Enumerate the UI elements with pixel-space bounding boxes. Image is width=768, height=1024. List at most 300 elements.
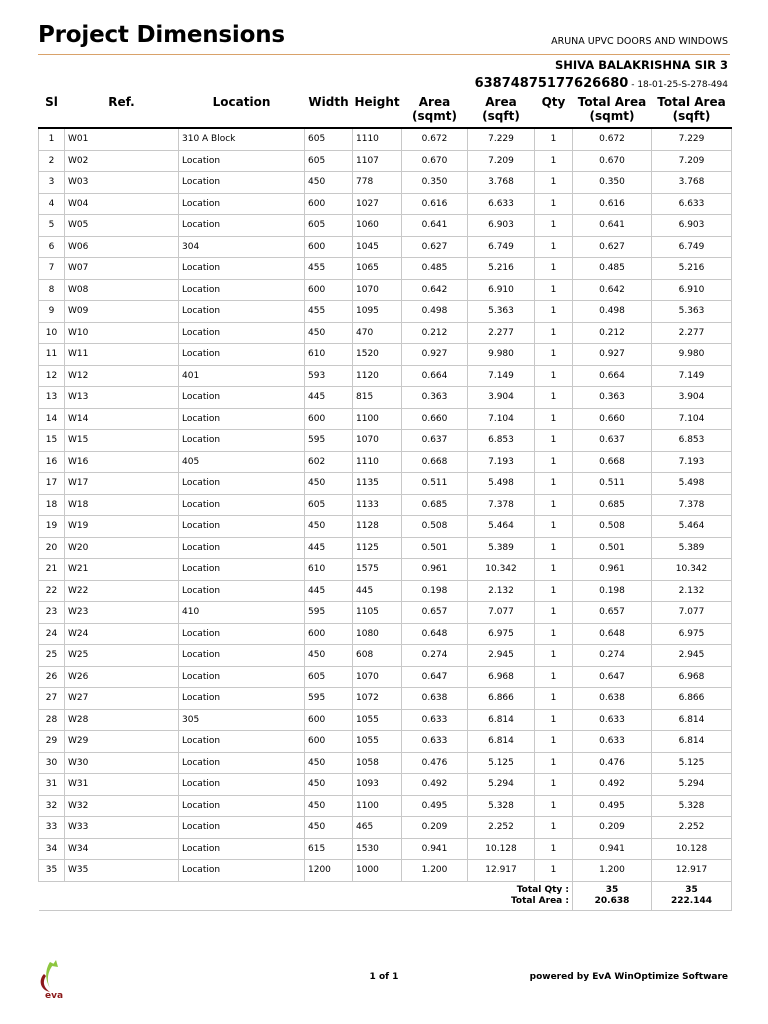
cell-qty: 1 [535,623,573,645]
table-row [39,193,732,215]
cell-ref: W24 [65,623,179,645]
header-area-sqmt: Area (sqmt) [402,94,468,128]
cell-sl: 3 [39,172,65,194]
cell-qty: 1 [535,215,573,237]
cell-ref: W04 [65,193,179,215]
cell-total-area-sqft: 5.328 [652,795,732,817]
cell-sl: 31 [39,774,65,796]
cell-width: 600 [305,709,353,731]
cell-sl: 21 [39,559,65,581]
cell-area-sqmt: 0.927 [402,344,468,366]
cell-width: 600 [305,731,353,753]
cell-ref: W14 [65,408,179,430]
cell-qty: 1 [535,128,573,150]
cell-height: 1135 [353,473,402,495]
cell-height: 1100 [353,408,402,430]
cell-qty: 1 [535,602,573,624]
cell-location: Location [179,817,305,839]
cell-total-area-sqft: 5.125 [652,752,732,774]
cell-location: Location [179,860,305,882]
cell-qty: 1 [535,838,573,860]
cell-ref: W30 [65,752,179,774]
cell-sl: 11 [39,344,65,366]
cell-height: 1110 [353,451,402,473]
cell-total-area-sqft: 12.917 [652,860,732,882]
cell-height: 1120 [353,365,402,387]
cell-width: 445 [305,537,353,559]
cell-area-sqft: 10.128 [468,838,535,860]
cell-area-sqmt: 0.657 [402,602,468,624]
cell-sl: 15 [39,430,65,452]
cell-width: 602 [305,451,353,473]
table-row [39,408,732,430]
cell-area-sqft: 5.125 [468,752,535,774]
cell-qty: 1 [535,387,573,409]
cell-location: Location [179,494,305,516]
cell-sl: 4 [39,193,65,215]
table-row [39,365,732,387]
cell-ref: W23 [65,602,179,624]
cell-area-sqmt: 0.492 [402,774,468,796]
cell-qty: 1 [535,494,573,516]
cell-ref: W26 [65,666,179,688]
cell-qty: 1 [535,688,573,710]
page-title: Project Dimensions [38,22,285,48]
cell-area-sqmt: 0.633 [402,731,468,753]
table-row [39,817,732,839]
cell-qty: 1 [535,451,573,473]
cell-width: 600 [305,279,353,301]
cell-total-area-sqft: 6.903 [652,215,732,237]
table-row [39,215,732,237]
cell-ref: W05 [65,215,179,237]
cell-total-area-sqft: 7.378 [652,494,732,516]
cell-ref: W29 [65,731,179,753]
cell-area-sqft: 12.917 [468,860,535,882]
cell-area-sqft: 2.277 [468,322,535,344]
cell-area-sqmt: 0.274 [402,645,468,667]
cell-area-sqft: 5.464 [468,516,535,538]
cell-location: 310 A Block [179,128,305,150]
cell-area-sqmt: 0.198 [402,580,468,602]
cell-qty: 1 [535,301,573,323]
total-area-sqmt: 20.638 [594,895,630,906]
cell-sl: 9 [39,301,65,323]
cell-sl: 16 [39,451,65,473]
total-qty-sqft: 35 [685,884,698,895]
cell-location: Location [179,387,305,409]
cell-height: 1100 [353,795,402,817]
cell-total-area-sqft: 3.768 [652,172,732,194]
cell-sl: 23 [39,602,65,624]
cell-area-sqft: 2.132 [468,580,535,602]
table-row [39,838,732,860]
cell-total-area-sqft: 6.910 [652,279,732,301]
cell-ref: W19 [65,516,179,538]
cell-area-sqft: 7.149 [468,365,535,387]
table-row [39,344,732,366]
cell-width: 600 [305,408,353,430]
cell-total-area-sqmt: 0.209 [573,817,652,839]
cell-width: 605 [305,215,353,237]
cell-height: 778 [353,172,402,194]
cell-sl: 32 [39,795,65,817]
cell-total-area-sqmt: 0.927 [573,344,652,366]
cell-qty: 1 [535,709,573,731]
cell-height: 1128 [353,516,402,538]
cell-sl: 30 [39,752,65,774]
cell-area-sqft: 10.342 [468,559,535,581]
cell-total-area-sqmt: 0.363 [573,387,652,409]
cell-total-area-sqmt: 0.633 [573,709,652,731]
cell-height: 1105 [353,602,402,624]
cell-total-area-sqmt: 0.633 [573,731,652,753]
cell-total-area-sqmt: 0.637 [573,430,652,452]
total-area-sqft: 222.144 [671,895,712,906]
cell-width: 605 [305,666,353,688]
cell-sl: 26 [39,666,65,688]
cell-qty: 1 [535,774,573,796]
cell-area-sqft: 6.975 [468,623,535,645]
cell-ref: W11 [65,344,179,366]
cell-area-sqmt: 0.209 [402,817,468,839]
cell-width: 445 [305,580,353,602]
cell-area-sqft: 5.389 [468,537,535,559]
cell-height: 1070 [353,430,402,452]
cell-total-area-sqft: 6.853 [652,430,732,452]
cell-sl: 17 [39,473,65,495]
cell-total-area-sqmt: 0.670 [573,150,652,172]
table-header-row [39,94,732,128]
cell-area-sqft: 6.633 [468,193,535,215]
cell-total-area-sqmt: 1.200 [573,860,652,882]
cell-ref: W21 [65,559,179,581]
cell-location: Location [179,559,305,581]
table-row [39,559,732,581]
cell-qty: 1 [535,666,573,688]
cell-total-area-sqft: 5.363 [652,301,732,323]
cell-total-area-sqmt: 0.492 [573,774,652,796]
cell-height: 1110 [353,128,402,150]
cell-total-area-sqmt: 0.508 [573,516,652,538]
cell-total-area-sqft: 7.104 [652,408,732,430]
table-row [39,387,732,409]
table-row [39,516,732,538]
cell-total-area-sqft: 7.193 [652,451,732,473]
cell-height: 608 [353,645,402,667]
cell-total-area-sqmt: 0.668 [573,451,652,473]
cell-ref: W18 [65,494,179,516]
cell-width: 455 [305,258,353,280]
cell-area-sqmt: 0.638 [402,688,468,710]
cell-area-sqmt: 0.641 [402,215,468,237]
cell-sl: 19 [39,516,65,538]
cell-location: Location [179,516,305,538]
table-row [39,150,732,172]
cell-ref: W10 [65,322,179,344]
cell-location: Location [179,193,305,215]
cell-qty: 1 [535,258,573,280]
cell-total-area-sqft: 5.389 [652,537,732,559]
cell-height: 1080 [353,623,402,645]
cell-total-area-sqmt: 0.212 [573,322,652,344]
cell-location: Location [179,666,305,688]
table-row [39,688,732,710]
cell-location: Location [179,344,305,366]
cell-total-area-sqmt: 0.627 [573,236,652,258]
cell-area-sqmt: 0.498 [402,301,468,323]
cell-total-area-sqft: 2.945 [652,645,732,667]
cell-qty: 1 [535,731,573,753]
cell-sl: 28 [39,709,65,731]
totals-sqmt [573,881,652,910]
cell-sl: 5 [39,215,65,237]
header-qty: Qty [535,94,573,128]
cell-sl: 29 [39,731,65,753]
cell-ref: W31 [65,774,179,796]
cell-location: Location [179,623,305,645]
cell-height: 1055 [353,709,402,731]
cell-area-sqft: 9.980 [468,344,535,366]
totals-sqft [652,881,732,910]
table-row [39,602,732,624]
header-divider [38,54,730,55]
cell-area-sqmt: 0.363 [402,387,468,409]
cell-sl: 7 [39,258,65,280]
cell-area-sqft: 7.209 [468,150,535,172]
cell-ref: W25 [65,645,179,667]
cell-total-area-sqmt: 0.498 [573,301,652,323]
cell-height: 1530 [353,838,402,860]
cell-area-sqft: 6.910 [468,279,535,301]
cell-area-sqmt: 0.941 [402,838,468,860]
cell-height: 1000 [353,860,402,882]
cell-location: Location [179,301,305,323]
cell-ref: W15 [65,430,179,452]
page-number: 1 of 1 [369,972,399,982]
header-sl: Sl [39,94,65,128]
header-location: Location [179,94,305,128]
cell-sl: 12 [39,365,65,387]
table-row [39,537,732,559]
cell-total-area-sqft: 6.749 [652,236,732,258]
cell-location: Location [179,279,305,301]
cell-height: 1107 [353,150,402,172]
cell-area-sqft: 7.077 [468,602,535,624]
cell-qty: 1 [535,172,573,194]
cell-total-area-sqft: 7.229 [652,128,732,150]
cell-area-sqmt: 0.668 [402,451,468,473]
cell-sl: 33 [39,817,65,839]
cell-width: 445 [305,387,353,409]
cell-width: 450 [305,817,353,839]
cell-ref: W02 [65,150,179,172]
cell-sl: 18 [39,494,65,516]
cell-width: 605 [305,494,353,516]
cell-height: 1133 [353,494,402,516]
cell-width: 455 [305,301,353,323]
cell-area-sqft: 7.104 [468,408,535,430]
cell-area-sqft: 6.853 [468,430,535,452]
cell-area-sqft: 2.945 [468,645,535,667]
cell-width: 450 [305,172,353,194]
cell-location: Location [179,537,305,559]
cell-area-sqmt: 0.495 [402,795,468,817]
cell-total-area-sqmt: 0.642 [573,279,652,301]
cell-ref: W16 [65,451,179,473]
cell-width: 615 [305,838,353,860]
table-row [39,279,732,301]
cell-height: 1058 [353,752,402,774]
cell-qty: 1 [535,473,573,495]
cell-sl: 2 [39,150,65,172]
cell-sl: 34 [39,838,65,860]
project-id: 63874875177626680 [474,76,629,91]
cell-location: Location [179,473,305,495]
cell-qty: 1 [535,559,573,581]
cell-location: Location [179,172,305,194]
cell-qty: 1 [535,236,573,258]
cell-location: Location [179,645,305,667]
cell-area-sqmt: 0.350 [402,172,468,194]
cell-height: 1095 [353,301,402,323]
cell-ref: W09 [65,301,179,323]
cell-location: Location [179,215,305,237]
cell-total-area-sqmt: 0.511 [573,473,652,495]
cell-total-area-sqmt: 0.495 [573,795,652,817]
cell-height: 1070 [353,279,402,301]
cell-location: Location [179,688,305,710]
cell-total-area-sqft: 6.975 [652,623,732,645]
cell-sl: 13 [39,387,65,409]
cell-total-area-sqft: 2.277 [652,322,732,344]
cell-location: 304 [179,236,305,258]
cell-ref: W22 [65,580,179,602]
total-qty-label: Total Qty : [516,884,569,895]
cell-total-area-sqmt: 0.648 [573,623,652,645]
cell-width: 1200 [305,860,353,882]
cell-total-area-sqft: 5.216 [652,258,732,280]
cell-area-sqft: 6.814 [468,709,535,731]
cell-area-sqmt: 0.660 [402,408,468,430]
cell-total-area-sqft: 10.342 [652,559,732,581]
cell-ref: W28 [65,709,179,731]
cell-total-area-sqft: 7.149 [652,365,732,387]
cell-location: Location [179,408,305,430]
header-total-area-sqft: Total Area (sqft) [652,94,732,128]
cell-total-area-sqmt: 0.664 [573,365,652,387]
cell-area-sqmt: 0.212 [402,322,468,344]
project-line [475,72,728,91]
cell-area-sqft: 5.216 [468,258,535,280]
cell-width: 595 [305,430,353,452]
cell-total-area-sqft: 2.132 [652,580,732,602]
cell-width: 450 [305,516,353,538]
cell-total-area-sqft: 5.498 [652,473,732,495]
cell-ref: W27 [65,688,179,710]
cell-width: 595 [305,602,353,624]
cell-qty: 1 [535,516,573,538]
table-row [39,731,732,753]
table-row [39,623,732,645]
cell-location: Location [179,580,305,602]
table-row [39,430,732,452]
cell-location: Location [179,430,305,452]
cell-ref: W12 [65,365,179,387]
cell-area-sqmt: 0.672 [402,128,468,150]
cell-area-sqmt: 0.633 [402,709,468,731]
cell-height: 1575 [353,559,402,581]
cell-ref: W35 [65,860,179,882]
cell-total-area-sqmt: 0.485 [573,258,652,280]
table-row [39,494,732,516]
cell-ref: W07 [65,258,179,280]
cell-qty: 1 [535,408,573,430]
cell-total-area-sqft: 6.814 [652,709,732,731]
table-row [39,709,732,731]
cell-sl: 20 [39,537,65,559]
cell-ref: W08 [65,279,179,301]
cell-total-area-sqmt: 0.476 [573,752,652,774]
cell-qty: 1 [535,150,573,172]
cell-area-sqmt: 1.200 [402,860,468,882]
cell-area-sqmt: 0.627 [402,236,468,258]
cell-sl: 22 [39,580,65,602]
cell-qty: 1 [535,322,573,344]
cell-location: Location [179,795,305,817]
cell-qty: 1 [535,645,573,667]
cell-area-sqmt: 0.664 [402,365,468,387]
cell-total-area-sqmt: 0.616 [573,193,652,215]
cell-sl: 10 [39,322,65,344]
company-name: ARUNA UPVC DOORS AND WINDOWS [551,36,728,47]
cell-area-sqft: 6.814 [468,731,535,753]
cell-width: 450 [305,322,353,344]
cell-height: 1093 [353,774,402,796]
cell-total-area-sqft: 6.968 [652,666,732,688]
cell-total-area-sqmt: 0.647 [573,666,652,688]
cell-area-sqft: 2.252 [468,817,535,839]
cell-width: 595 [305,688,353,710]
cell-qty: 1 [535,344,573,366]
header-total-area-sqmt: Total Area (sqmt) [573,94,652,128]
cell-area-sqmt: 0.508 [402,516,468,538]
powered-by: powered by EvA WinOptimize Software [529,972,728,982]
cell-area-sqft: 5.328 [468,795,535,817]
table-row [39,128,732,150]
cell-ref: W32 [65,795,179,817]
cell-area-sqmt: 0.476 [402,752,468,774]
cell-area-sqmt: 0.485 [402,258,468,280]
cell-total-area-sqmt: 0.198 [573,580,652,602]
cell-area-sqft: 6.866 [468,688,535,710]
cell-location: Location [179,258,305,280]
cell-qty: 1 [535,430,573,452]
table-row [39,645,732,667]
cell-total-area-sqft: 6.814 [652,731,732,753]
table-row [39,860,732,882]
cell-location: Location [179,752,305,774]
cell-height: 470 [353,322,402,344]
cell-qty: 1 [535,860,573,882]
cell-area-sqft: 7.378 [468,494,535,516]
cell-location: Location [179,838,305,860]
cell-sl: 27 [39,688,65,710]
table-row [39,666,732,688]
cell-width: 600 [305,193,353,215]
cell-ref: W13 [65,387,179,409]
cell-location: 305 [179,709,305,731]
